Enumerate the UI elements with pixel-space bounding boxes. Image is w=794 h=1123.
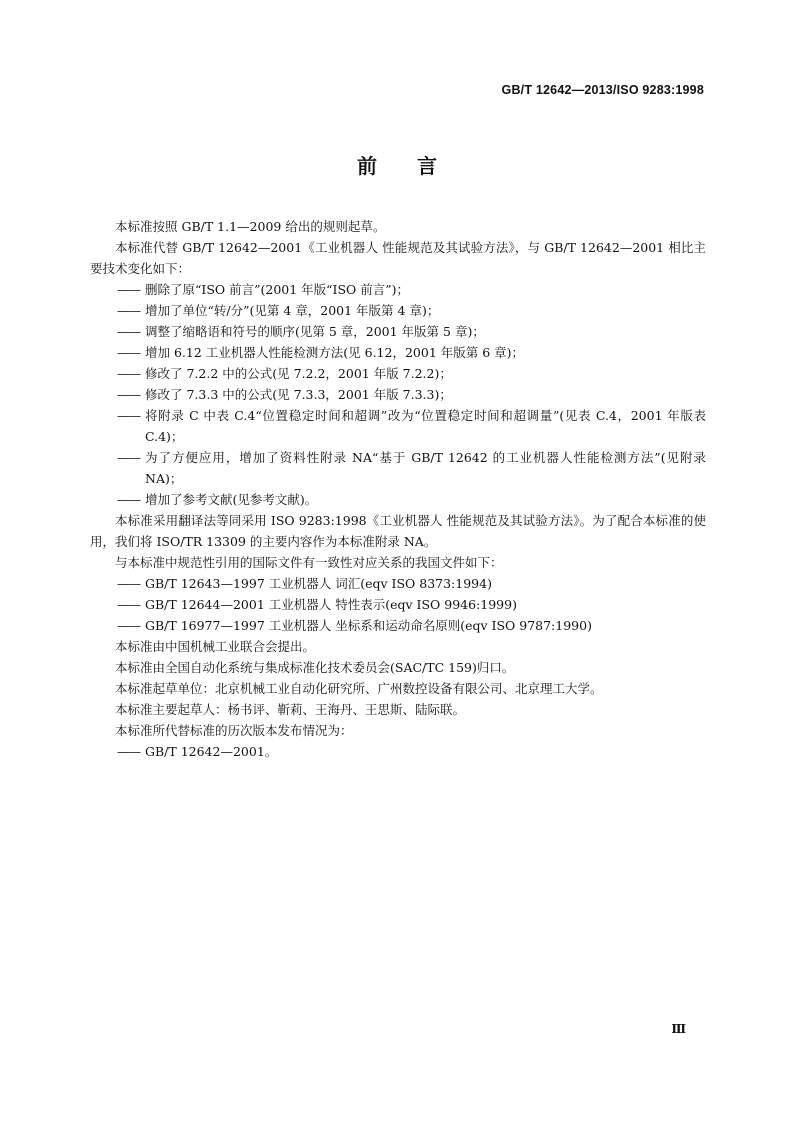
document-body	[90, 216, 706, 762]
list-item	[90, 321, 706, 342]
list-item	[90, 405, 706, 447]
list-dash: ——	[117, 303, 140, 318]
list-item-text: GB/T 16977—1997 工业机器人 坐标系和运动命名原则(eqv ISO 9787:1990)	[145, 618, 592, 633]
list-item	[90, 447, 706, 489]
list-item-text: GB/T 12642—2001。	[145, 744, 278, 759]
list-item	[90, 300, 706, 321]
list-item-text: 删除了原“ISO 前言”(2001 年版“ISO 前言”)；	[145, 282, 410, 297]
list-item	[90, 342, 706, 363]
list-item	[90, 279, 706, 300]
paragraph: 本标准所代替标准的历次版本发布情况为：	[115, 723, 353, 738]
list-item	[90, 615, 706, 636]
list-item-text: 增加了参考文献(见参考文献)。	[145, 492, 318, 507]
standard-code: GB/T 12642—2013/ISO 9283:1998	[501, 83, 704, 97]
list-dash: ——	[117, 408, 140, 423]
page-number: Ⅲ	[671, 1022, 686, 1036]
list-dash: ——	[117, 345, 140, 360]
list-item-text: 增加了单位“转/分”(见第 4 章，2001 年版第 4 章)；	[145, 303, 440, 318]
list-item	[90, 489, 706, 510]
list-dash: ——	[117, 450, 140, 465]
list-item-text: 为了方便应用，增加了资料性附录 NA“基于 GB/T 12642 的工业机器人性能检测方法”(见附录 NA)；	[145, 450, 706, 486]
paragraph: 本标准代替 GB/T 12642—2001《工业机器人 性能规范及其试验方法》，与 GB/T 12642—2001 相比主要技术变化如下：	[90, 240, 706, 276]
list-item-text: GB/T 12644—2001 工业机器人 特性表示(eqv ISO 9946:1999)	[145, 597, 517, 612]
list-item	[90, 384, 706, 405]
list-dash: ——	[117, 324, 140, 339]
page-title: 前言	[357, 154, 477, 178]
list-dash: ——	[117, 387, 140, 402]
list-item-text: 增加 6.12 工业机器人性能检测方法(见 6.12，2001 年版第 6 章)；	[145, 345, 525, 360]
list-dash: ——	[117, 492, 140, 507]
paragraph: 本标准按照 GB/T 1.1—2009 给出的规则起草。	[115, 219, 386, 234]
list-item-text: 将附录 C 中表 C.4“位置稳定时间和超调”改为“位置稳定时间和超调量”(见表 C.4，2001 年版表 C.4)；	[145, 408, 706, 444]
paragraph: 本标准起草单位：北京机械工业自动化研究所、广州数控设备有限公司、北京理工大学。	[115, 681, 603, 696]
list-item	[90, 363, 706, 384]
paragraph: 本标准采用翻译法等同采用 ISO 9283:1998《工业机器人 性能规范及其试验方法》。为了配合本标准的使用，我们将 ISO/TR 13309 的主要内容作为本标准附录 NA。	[90, 513, 706, 549]
list-item-text: GB/T 12643—1997 工业机器人 词汇(eqv ISO 8373:1994)	[145, 576, 492, 591]
list-dash: ——	[117, 618, 140, 633]
paragraph: 本标准由中国机械工业联合会提出。	[115, 639, 316, 654]
list-dash: ——	[117, 744, 140, 759]
list-dash: ——	[117, 366, 140, 381]
list-item-text: 调整了缩略语和符号的顺序(见第 5 章，2001 年版第 5 章)；	[145, 324, 485, 339]
list-item	[90, 573, 706, 594]
list-dash: ——	[117, 576, 140, 591]
list-item	[90, 594, 706, 615]
paragraph: 本标准主要起草人：杨书评、靳莉、王海丹、王思斯、陆际联。	[115, 702, 466, 717]
list-item-text: 修改了 7.3.3 中的公式(见 7.3.3，2001 年版 7.3.3)；	[145, 387, 452, 402]
list-item	[90, 741, 706, 762]
list-item-text: 修改了 7.2.2 中的公式(见 7.2.2，2001 年版 7.2.2)；	[145, 366, 452, 381]
paragraph: 本标准由全国自动化系统与集成标准化技术委员会(SAC/TC 159)归口。	[115, 660, 515, 675]
paragraph: 与本标准中规范性引用的国际文件有一致性对应关系的我国文件如下：	[115, 555, 503, 570]
list-dash: ——	[117, 597, 140, 612]
list-dash: ——	[117, 282, 140, 297]
